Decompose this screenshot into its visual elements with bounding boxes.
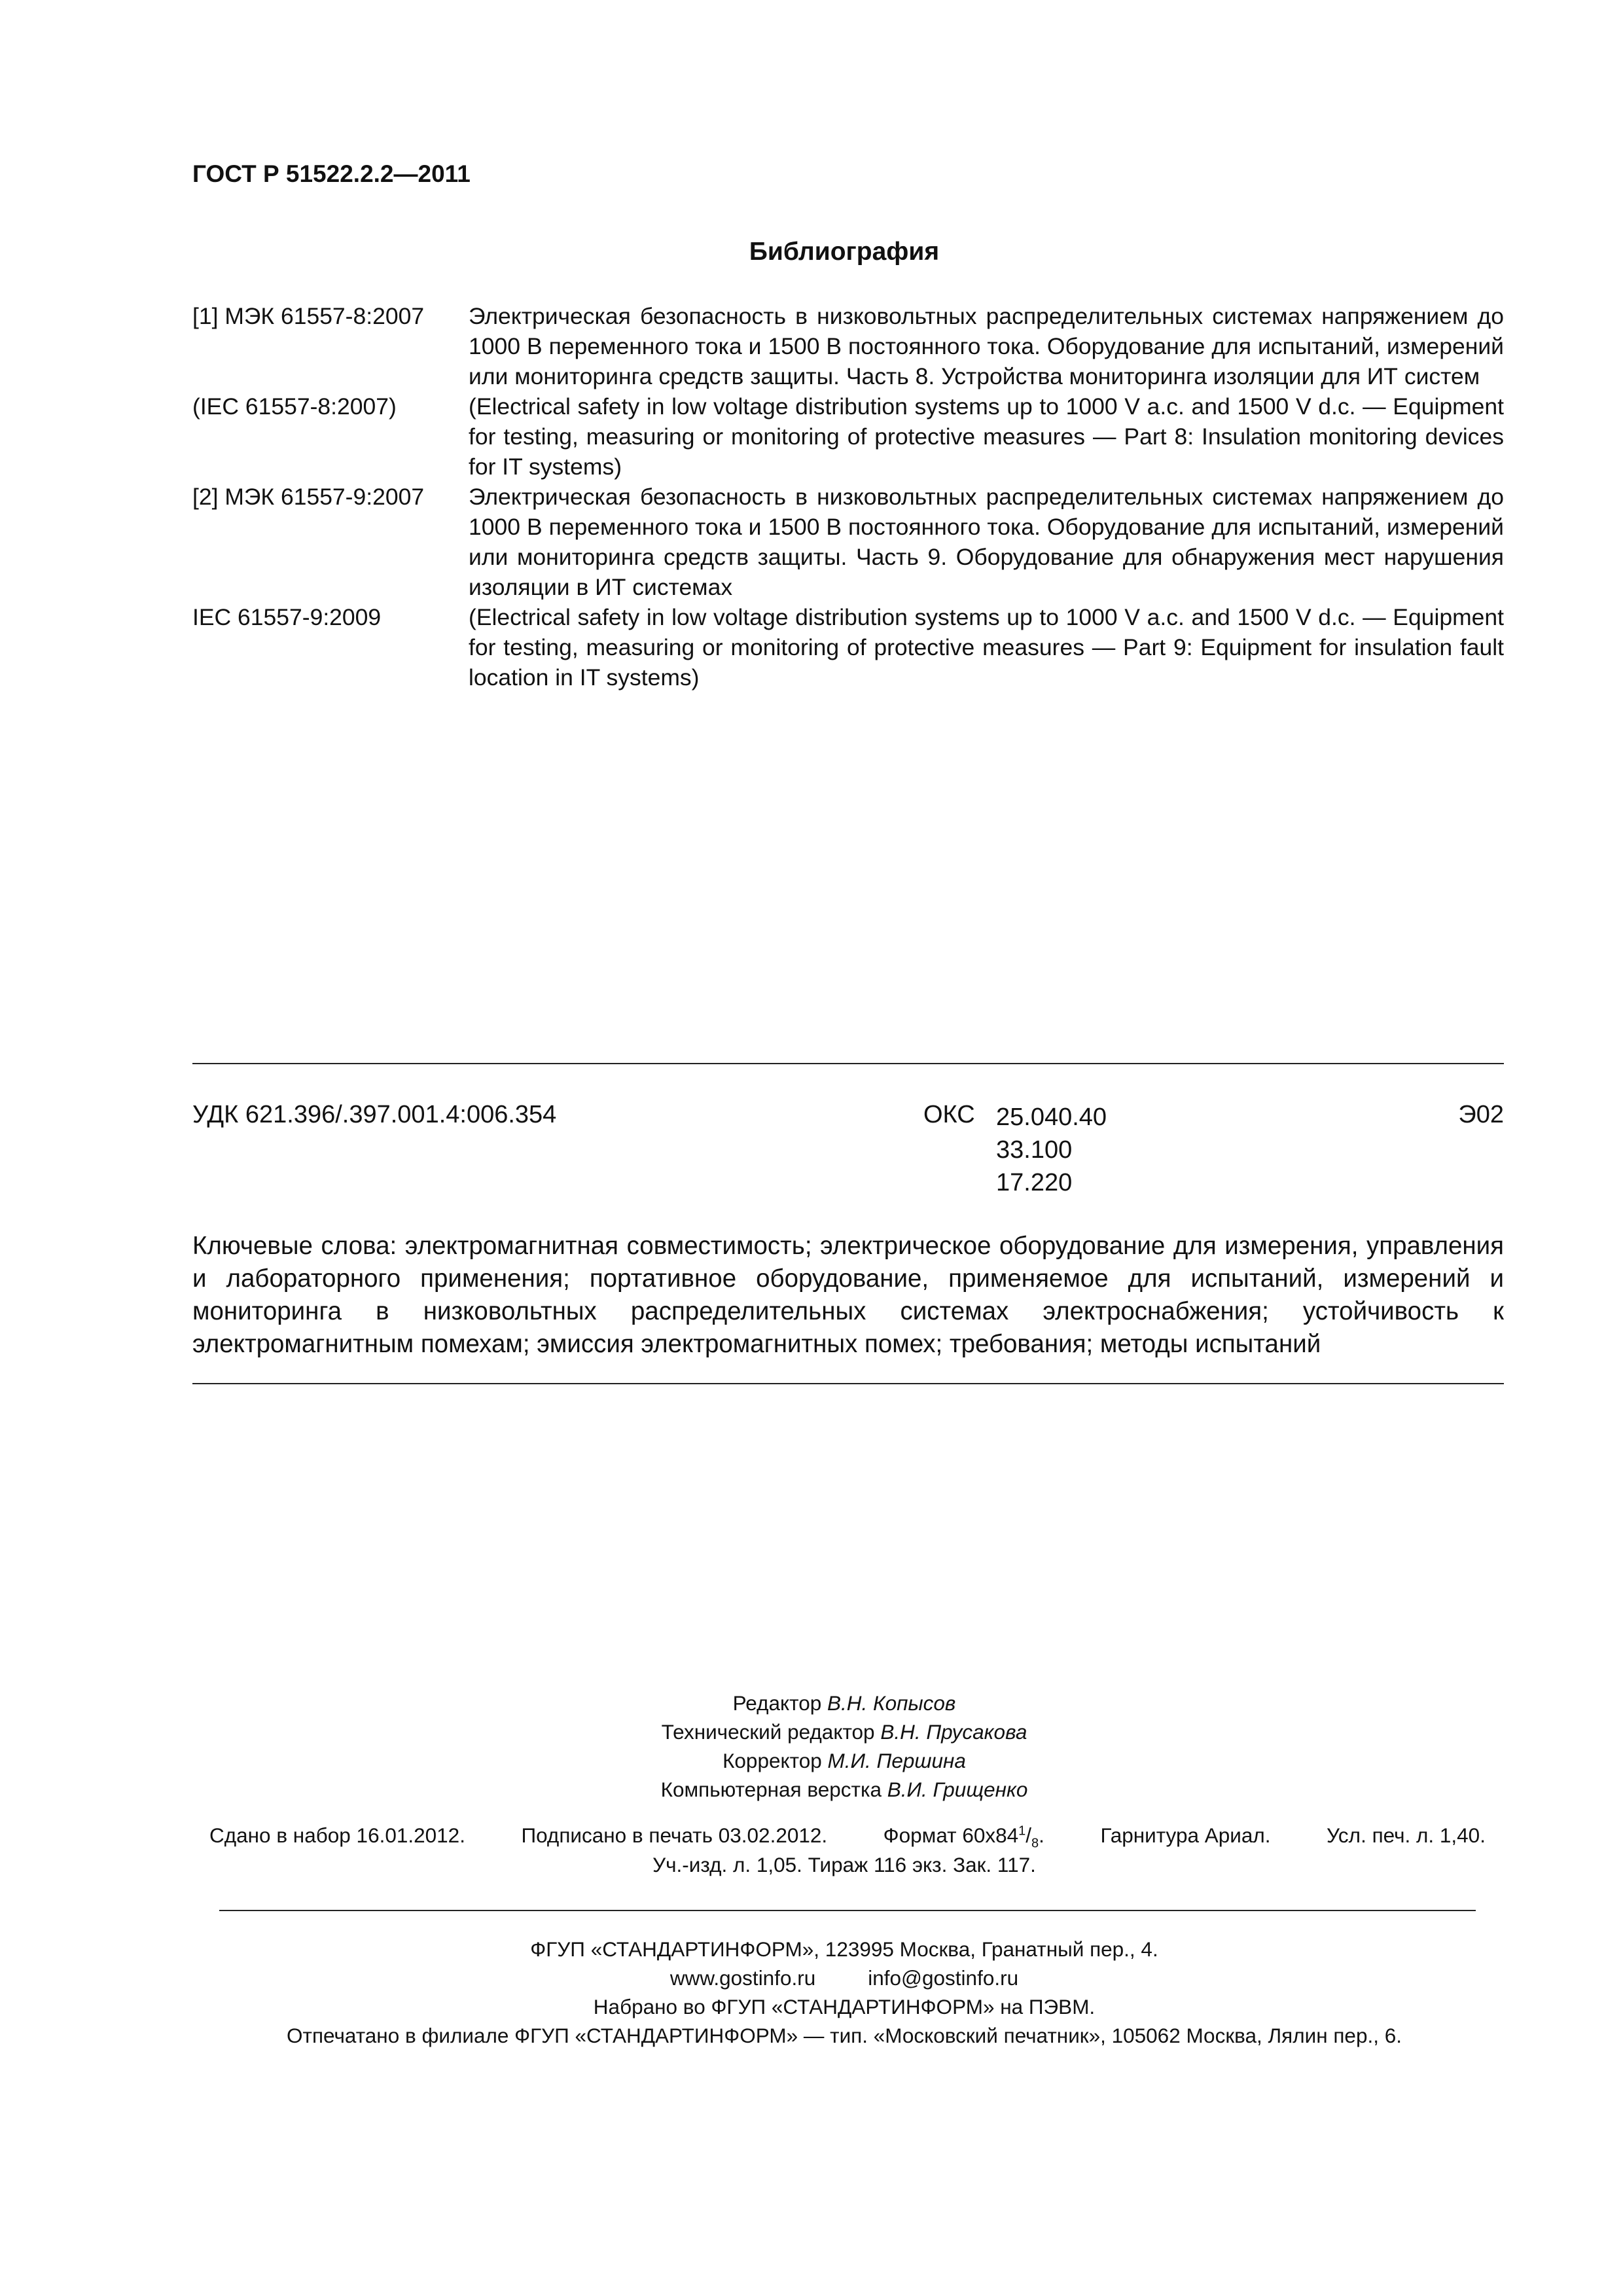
- print-format: Формат $60x84^1/_8$.: [883, 1823, 1044, 1851]
- bibliography-entry: [192, 301, 1504, 391]
- staff-layout: [0, 1775, 1623, 1804]
- print-signed: Подписано в печать 03.02.2012.: [521, 1823, 828, 1847]
- publisher-contacts: [0, 1964, 1623, 1992]
- publisher-website[interactable]: www.gostinfo.ru: [669, 1966, 816, 1990]
- udk-code: УДК 621.396/.397.001.4:006.354: [192, 1101, 557, 1128]
- oks-codes: [996, 1101, 1107, 1199]
- bibliography-entry: [192, 391, 1504, 482]
- bibliography-ref: [1] МЭК 61557-8:2007: [192, 303, 425, 329]
- print-info-line2: Уч.-изд. л. 1,05. Тираж 116 экз. Зак. 117.: [652, 1853, 1036, 1876]
- print-typeface: Гарнитура Ариал.: [1100, 1823, 1271, 1847]
- staff-editor: [0, 1689, 1623, 1717]
- oks-code: 25.040.40: [996, 1103, 1107, 1131]
- staff-role: Компьютерная верстка: [660, 1778, 882, 1801]
- standard-id: ГОСТ Р 51522.2.2—2011: [192, 160, 471, 187]
- divider-bottom: [219, 1910, 1476, 1911]
- staff-role: Технический редактор: [661, 1720, 875, 1744]
- publisher-typeset: Набрано во ФГУП «СТАНДАРТИНФОРМ» на ПЭВМ.: [593, 1995, 1096, 2018]
- bibliography-text: (Electrical safety in low voltage distribution systems up to 1000 V a.c. and 1500 V d.c. — Equipment for testing, measuring or monitoring of protective measures — Part 8: Insulation monitoring devices for IT systems): [469, 393, 1504, 480]
- keywords-paragraph: Ключевые слова: электромагнитная совместимость; электрическое оборудование для измерения, управления и лабораторного применения; портативное оборудование, применяемое для испытаний, измерений и мониторинга в низковольтных распределительных системах электроснабжения; устойчивость к электромагнитным помехам; эмиссия электромагнитных помех; требования; методы испытаний: [192, 1232, 1504, 1358]
- bibliography-list: [192, 301, 1504, 692]
- bibliography-entry: [192, 602, 1504, 692]
- oks-code: 33.100: [996, 1136, 1073, 1164]
- staff-name: М.И. Першина: [827, 1749, 966, 1772]
- bibliography-title: Библиография: [749, 238, 940, 266]
- oks-label: ОКС: [923, 1101, 975, 1128]
- ekps-code: Э02: [1458, 1101, 1504, 1128]
- divider-middle: [192, 1383, 1504, 1384]
- staff-name: В.Н. Прусакова: [880, 1720, 1027, 1744]
- staff-role: Редактор: [732, 1691, 822, 1715]
- staff-proofreader: [0, 1746, 1623, 1775]
- publisher-email[interactable]: info@gostinfo.ru: [868, 1966, 1019, 1990]
- publisher-block: [0, 1935, 1623, 2050]
- staff-name: В.Н. Копысов: [827, 1691, 956, 1715]
- print-sheets: Усл. печ. л. 1,40.: [1327, 1823, 1486, 1847]
- publisher-address: ФГУП «СТАНДАРТИНФОРМ», 123995 Москва, Гранатный пер., 4.: [530, 1937, 1158, 1961]
- bibliography-text: Электрическая безопасность в низковольтных распределительных системах напряжением до 1000 В переменного тока и 1500 В постоянного тока. Оборудование для испытаний, измерений или мониторинга средств защиты. Часть 8. Устройства мониторинга изоляции для ИТ систем: [469, 303, 1504, 389]
- bibliography-ref: IEC 61557-9:2009: [192, 604, 382, 630]
- print-info: [209, 1823, 1486, 1851]
- bibliography-text: Электрическая безопасность в низковольтных распределительных системах напряжением до 1000 В переменного тока и 1500 В постоянного тока. Оборудование для испытаний, измерений или мониторинга средств защиты. Часть 9. Оборудование для обнаружения мест нарушения изоляции в ИТ системах: [469, 484, 1504, 600]
- bibliography-entry: [192, 482, 1504, 602]
- staff-name: В.И. Грищенко: [887, 1778, 1028, 1801]
- print-submitted: Сдано в набор 16.01.2012.: [209, 1823, 465, 1847]
- staff-role: Корректор: [722, 1749, 822, 1772]
- bibliography-text: (Electrical safety in low voltage distribution systems up to 1000 V a.c. and 1500 V d.c. — Equipment for testing, measuring or monitoring of protective measures — Part 9: Equipment for insulation fault location in IT systems): [469, 604, 1504, 691]
- bibliography-ref: [2] МЭК 61557-9:2007: [192, 484, 425, 510]
- publisher-printed: Отпечатано в филиале ФГУП «СТАНДАРТИНФОРМ» — тип. «Московский печатник», 105062 Москва, Лялин пер., 6.: [287, 2024, 1402, 2047]
- editorial-staff: [0, 1689, 1623, 1804]
- oks-code: 17.220: [996, 1169, 1073, 1196]
- divider-top: [192, 1063, 1504, 1064]
- bibliography-ref: (IEC 61557-8:2007): [192, 393, 397, 420]
- staff-tech-editor: [0, 1717, 1623, 1746]
